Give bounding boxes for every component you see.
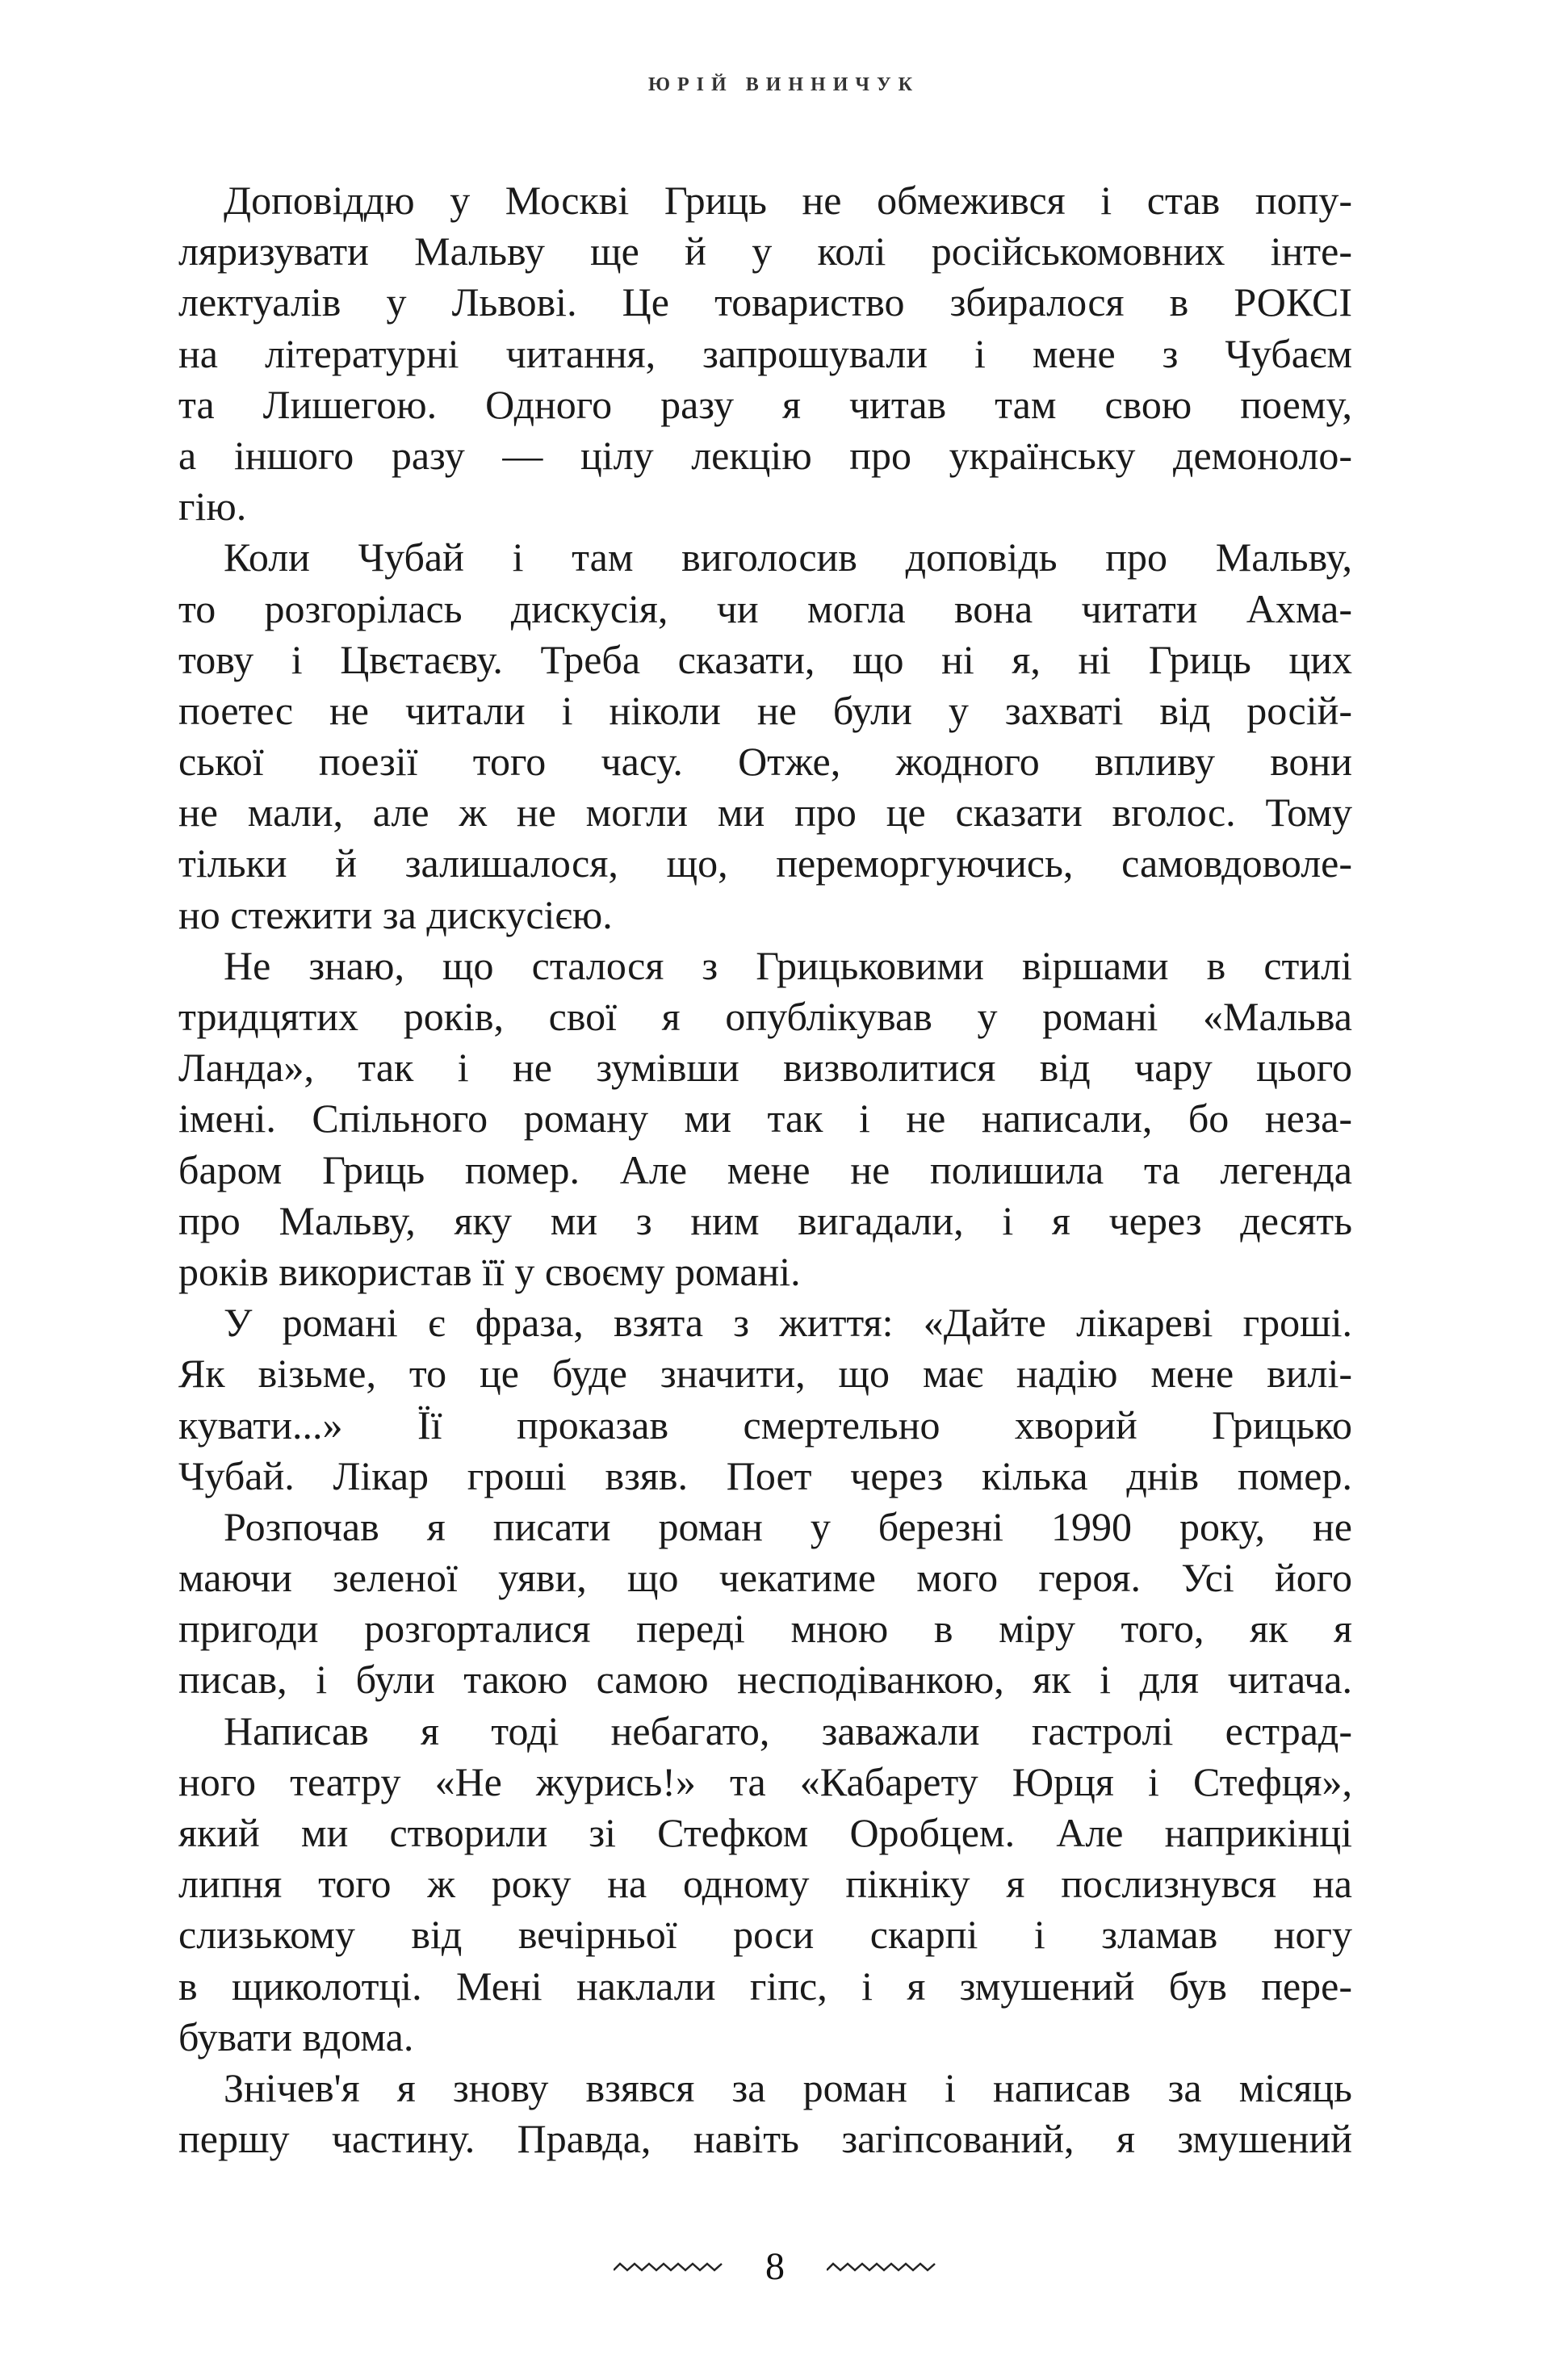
text-line: поетес не читали і ніколи не були у захваті від росій- [178, 687, 1352, 733]
text-line: лектуалів у Львові. Це товариство збиралося в РОКСІ [178, 279, 1352, 325]
page-number: 8 [765, 2245, 785, 2288]
text-line: тову і Цвєтаєву. Треба сказати, що ні я, ні Гриць цих [178, 636, 1352, 682]
text-line: імені. Спільного роману ми так і не написали, бо неза- [178, 1096, 1352, 1142]
text-line: У романі є фраза, взята з життя: «Дайте лікареві гроші. [224, 1300, 1352, 1346]
text-line: Як візьме, то це буде значити, що має надію мене вилі- [178, 1351, 1352, 1397]
text-line: но стежити за дискусією. [178, 891, 613, 937]
text-line: Ланда», так і не зумівши визволитися від чару цього [178, 1045, 1352, 1091]
text-line: ської поезії того часу. Отже, жодного впливу вони [178, 739, 1352, 785]
text-line: а іншого разу — цілу лекцію про українську демоноло- [178, 432, 1352, 478]
text-line: ляризувати Мальву ще й у колі російськомовних інте- [178, 228, 1352, 274]
text-line: писав, і були такою самою несподіванкою, як і для читача. [178, 1657, 1352, 1703]
text-line: не мали, але ж не могли ми про це сказати вголос. Тому [178, 790, 1352, 836]
text-line: гію. [178, 484, 247, 530]
text-line: Доповіддю у Москві Гриць не обмежився і став попу- [224, 178, 1352, 223]
text-line: маючи зеленої уяви, що чекатиме мого героя. Усі його [178, 1555, 1352, 1601]
wave-ornament-right-icon [827, 2259, 936, 2275]
text-line: баром Гриць помер. Але мене не полишила та легенда [178, 1146, 1352, 1192]
text-line: Написав я тоді небагато, заважали гастролі естрад- [224, 1707, 1352, 1754]
wave-ornament-left-icon [614, 2259, 723, 2275]
running-head: ЮРІЙ ВИННИЧУК [648, 74, 920, 95]
page-footer [0, 2244, 1550, 2289]
text-line: про Мальву, яку ми з ним вигадали, і я через десять [178, 1197, 1352, 1243]
text-line: то розгорілась дискусія, чи могла вона читати Ахма- [178, 585, 1352, 631]
text-line: пригоди розгорталися переді мною в міру того, як я [178, 1606, 1352, 1652]
text-line: в щиколотці. Мені наклали гіпс, і я змушений був пере- [178, 1963, 1352, 2009]
text-line: Не знаю, що сталося з Грицьковими віршами в стилі [224, 942, 1352, 988]
text-line: який ми створили зі Стефком Оробцем. Але наприкінці [178, 1810, 1352, 1855]
text-line: бувати вдома. [178, 2013, 414, 2059]
text-line: Коли Чубай і там виголосив доповідь про Мальву, [224, 534, 1352, 580]
text-line: тридцятих років, свої я опублікував у романі «Мальва [178, 994, 1352, 1039]
text-line: першу частину. Правда, навіть загіпсований, я змушений [178, 2116, 1352, 2162]
text-line: Чубай. Лікар гроші взяв. Поет через кілька днів помер. [178, 1452, 1352, 1498]
text-line: на літературні читання, запрошували і мене з Чубаєм [178, 330, 1352, 376]
text-line: років використав її у своєму романі. [178, 1248, 801, 1294]
text-line: слизькому від вечірньої роси скарпі і зламав ногу [178, 1912, 1352, 1958]
text-line: ного театру «Не журись!» та «Кабарету Юрця і Стефця», [178, 1758, 1352, 1804]
text-line: Знічев'я я знову взявся за роман і написав за місяць [224, 2064, 1352, 2110]
text-line: кувати...» Її проказав смертельно хворий Грицько [178, 1402, 1352, 1448]
text-line: липня того ж року на одному пікніку я послизнувся на [178, 1861, 1352, 1907]
text-line: тільки й залишалося, що, переморгуючись, самовдоволе- [178, 840, 1352, 886]
text-line: Розпочав я писати роман у березні 1990 року, не [224, 1503, 1352, 1549]
body-text [178, 175, 1352, 2164]
text-line: та Лишегою. Одного разу я читав там свою поему, [178, 381, 1352, 427]
